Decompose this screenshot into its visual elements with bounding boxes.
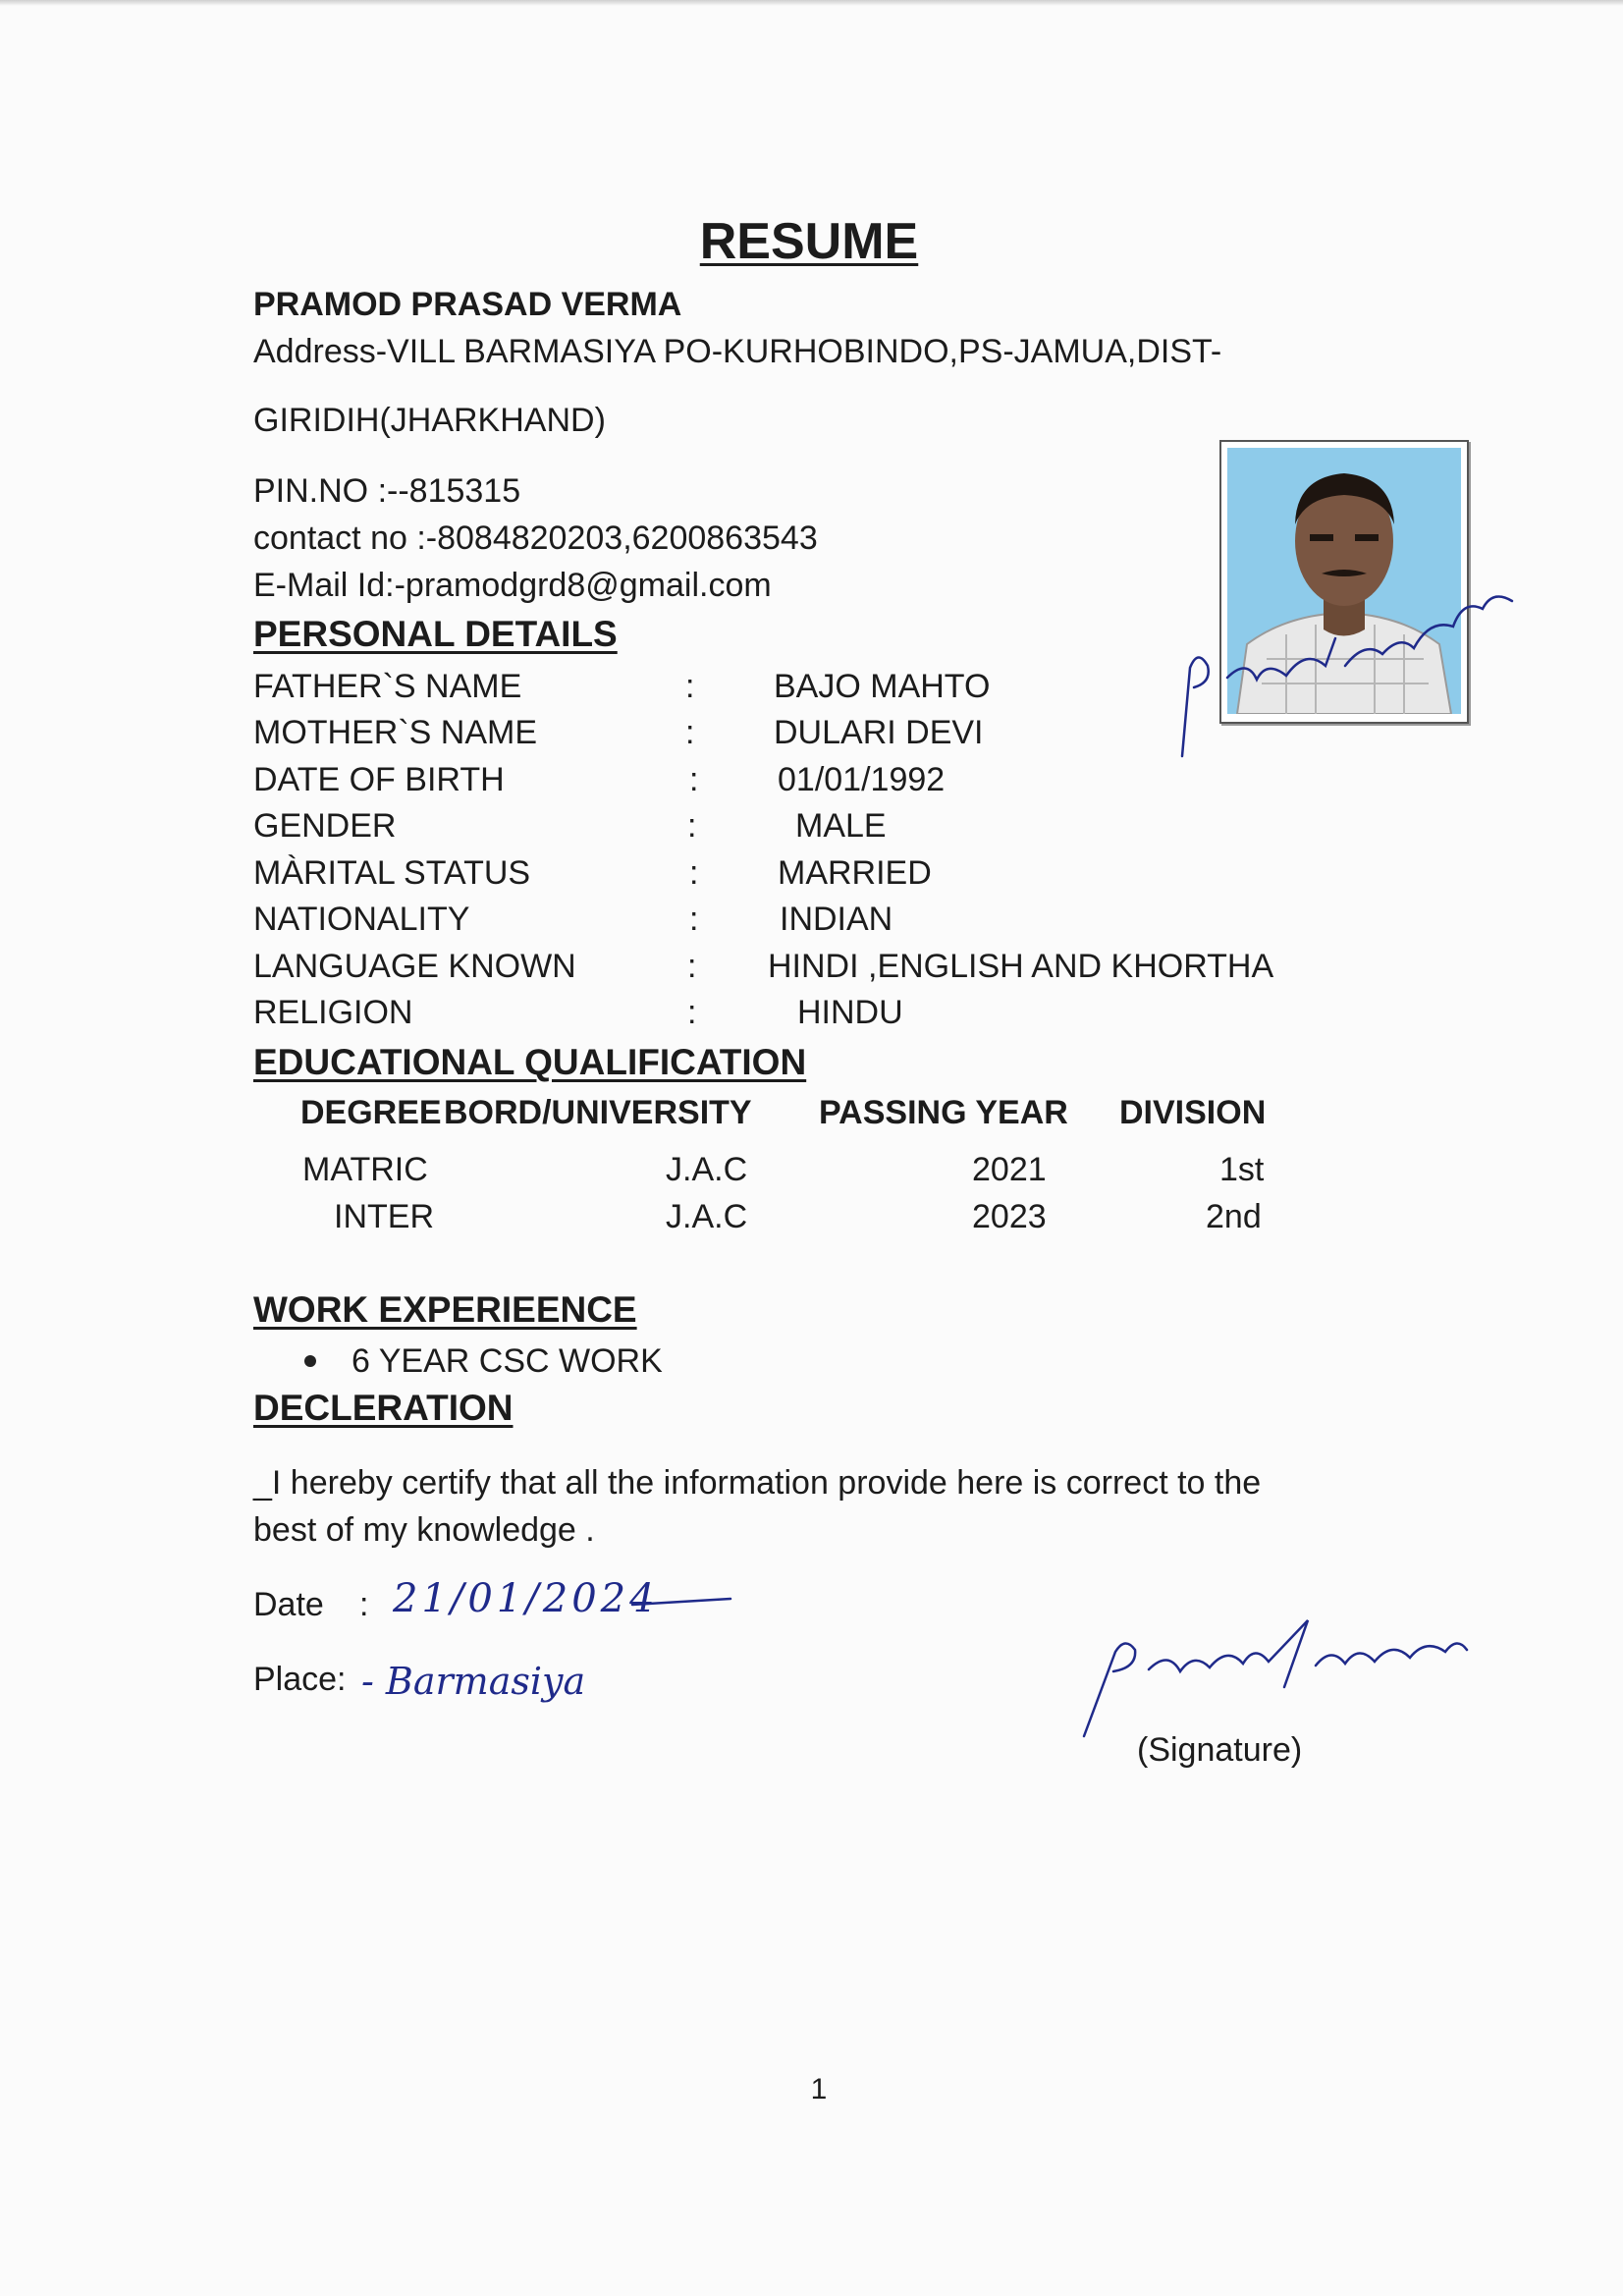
edu-degree: INTER: [334, 1198, 434, 1235]
col-passing-year: PASSING YEAR: [819, 1094, 1068, 1131]
scan-edge: [0, 0, 1623, 6]
edu-degree: MATRIC: [302, 1151, 428, 1188]
detail-row: [0, 803, 1623, 848]
edu-division: 2nd: [1206, 1198, 1262, 1235]
personal-details-heading: PERSONAL DETAILS: [253, 614, 618, 654]
declaration-line-2: best of my knowledge .: [253, 1511, 595, 1549]
detail-colon: :: [689, 901, 699, 938]
bullet-icon: [304, 1355, 316, 1367]
detail-colon: :: [689, 761, 699, 798]
col-division: DIVISION: [1119, 1094, 1267, 1131]
email-address: E-Mail Id:-pramodgrd8@gmail.com: [253, 567, 772, 604]
detail-colon: :: [685, 668, 695, 705]
place-handwritten: - Barmasiya: [361, 1660, 586, 1703]
date-label: Date: [253, 1586, 324, 1623]
edu-board: J.A.C: [666, 1198, 748, 1235]
detail-row: [0, 664, 1623, 709]
edu-year: 2021: [972, 1151, 1047, 1188]
detail-label: NATIONALITY: [253, 901, 470, 938]
education-row: [0, 1147, 1623, 1192]
detail-label: FATHER`S NAME: [253, 668, 522, 705]
detail-label: MOTHER`S NAME: [253, 714, 537, 751]
detail-colon: :: [687, 994, 697, 1031]
contact-numbers: contact no :-8084820203,6200863543: [253, 519, 818, 557]
detail-label: RELIGION: [253, 994, 413, 1031]
detail-label: GENDER: [253, 807, 397, 845]
page-number: 1: [810, 2073, 828, 2105]
detail-row: [0, 944, 1623, 989]
detail-value: MALE: [795, 807, 887, 845]
date-handwritten: 21/01/2024: [393, 1576, 659, 1621]
place-label: Place:: [253, 1661, 347, 1698]
detail-value: HINDI ,ENGLISH AND KHORTHA: [768, 948, 1274, 985]
detail-row: [0, 850, 1623, 896]
detail-label: MÀRITAL STATUS: [253, 854, 531, 892]
address-line-2: GIRIDIH(JHARKHAND): [253, 402, 606, 439]
edu-division: 1st: [1219, 1151, 1265, 1188]
date-colon: :: [359, 1586, 369, 1623]
declaration-line-1: _I hereby certify that all the information provide here is correct to the: [253, 1464, 1262, 1502]
detail-row: [0, 757, 1623, 802]
resume-title: RESUME: [699, 213, 919, 270]
detail-row: [0, 990, 1623, 1035]
date-underline-stroke: [628, 1589, 736, 1613]
detail-colon: :: [689, 854, 699, 892]
detail-value: DULARI DEVI: [774, 714, 984, 751]
education-header-row: [0, 1090, 1623, 1135]
candidate-name: PRAMOD PRASAD VERMA: [253, 286, 682, 323]
detail-value: BAJO MAHTO: [774, 668, 991, 705]
work-item: 6 YEAR CSC WORK: [352, 1342, 663, 1380]
detail-row: [0, 897, 1623, 942]
edu-year: 2023: [972, 1198, 1047, 1235]
education-heading: EDUCATIONAL QUALIFICATION: [253, 1042, 807, 1082]
detail-value: 01/01/1992: [778, 761, 946, 798]
education-row: [0, 1194, 1623, 1239]
edu-board: J.A.C: [666, 1151, 748, 1188]
detail-value: INDIAN: [780, 901, 893, 938]
pin-code: PIN.NO :--815315: [253, 472, 521, 510]
detail-row: [0, 710, 1623, 755]
work-heading: WORK EXPERIEENCE: [253, 1289, 637, 1330]
detail-value: HINDU: [797, 994, 903, 1031]
address-line-1: Address-VILL BARMASIYA PO-KURHOBINDO,PS-JAMUA,DIST-: [253, 333, 1222, 370]
detail-colon: :: [685, 714, 695, 751]
col-board: BORD/UNIVERSITY: [444, 1094, 752, 1131]
detail-colon: :: [687, 948, 697, 985]
detail-label: LANGUAGE KNOWN: [253, 948, 576, 985]
col-degree: DEGREE: [300, 1094, 442, 1131]
signature-label: (Signature): [1137, 1731, 1303, 1769]
detail-colon: :: [687, 807, 697, 845]
signature-scribble: [1080, 1611, 1473, 1748]
detail-value: MARRIED: [778, 854, 932, 892]
detail-label: DATE OF BIRTH: [253, 761, 505, 798]
declaration-heading: DECLERATION: [253, 1388, 514, 1428]
